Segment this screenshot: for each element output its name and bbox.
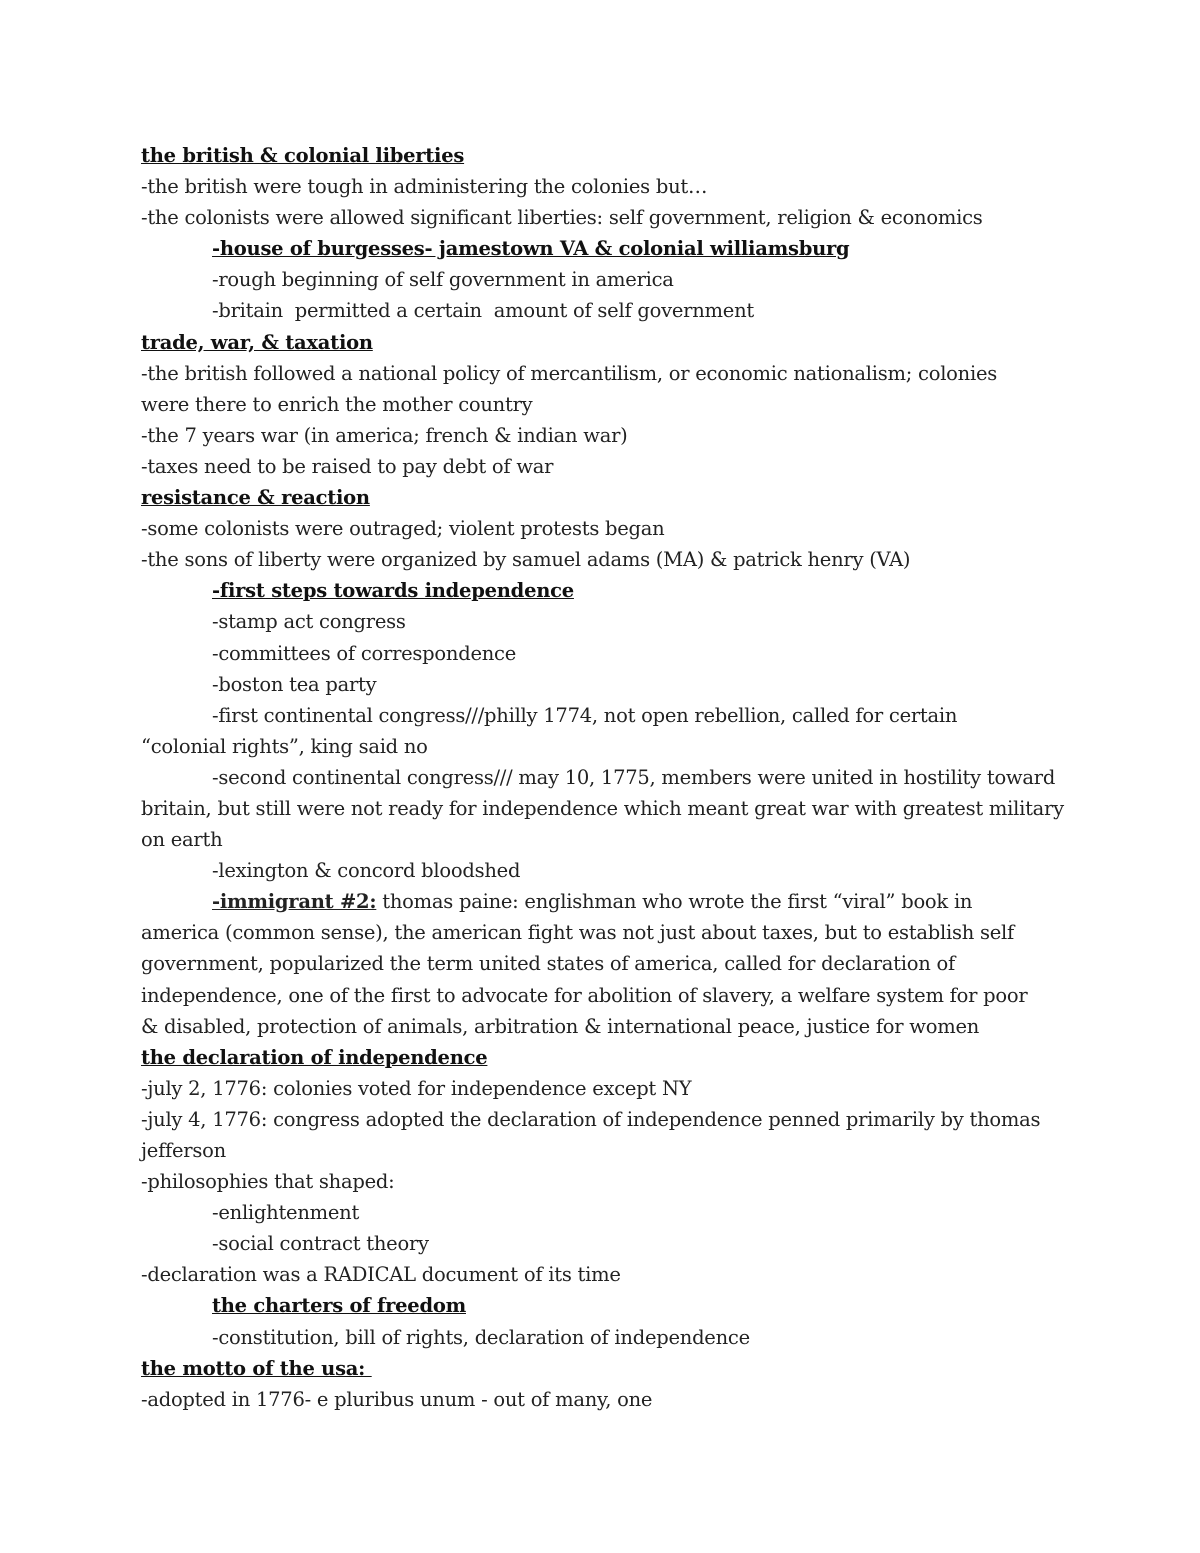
note-line: -constitution, bill of rights, declaration of independence [212,1325,750,1349]
section-heading-resistance-reaction: resistance & reaction [141,486,370,510]
note-line: -britain permitted a certain amount of self government [212,299,754,323]
note-line: -taxes need to be raised to pay debt of war [141,454,554,478]
subheading-first-steps-towards-independence: -first steps towards independence [212,579,574,603]
immigrant-text: thomas paine: englishman who wrote the first “viral” book in america (common sense), the american fight was not just about taxes, but to establish self government, popularized the term united states of america, called for declaration of independence, one of the first to advocate for abolition of slavery, a welfare system for poor & disabled, protection of animals, arbitration & international peace, justice for women [141,890,1028,1038]
subheading-house-of-burgesses: -house of burgesses- jamestown VA & colonial williamsburg [212,237,850,261]
note-line: -the sons of liberty were organized by samuel adams (MA) & patrick henry (VA) [141,548,911,572]
note-paragraph: -first continental congress///philly 1774, not open rebellion, called for certain “colonial rights”, king said no [141,703,958,758]
note-paragraph: -the british followed a national policy of mercantilism, or economic nationalism; colonies were there to enrich the mother country [141,361,998,416]
note-line: -the 7 years war (in america; french & indian war) [141,423,628,447]
subheading-charters-of-freedom: the charters of freedom [212,1294,466,1318]
note-line: -july 2, 1776: colonies voted for independence except NY [141,1076,692,1100]
note-line: -enlightenment [212,1201,360,1225]
note-line: -the colonists were allowed significant liberties: self government, religion & economics [141,206,983,230]
note-line: -boston tea party [212,672,377,696]
immigrant-label: -immigrant #2: [212,890,377,914]
note-line: -lexington & concord bloodshed [212,859,521,883]
note-paragraph: -july 4, 1776: congress adopted the declaration of independence penned primarily by thomas jefferson [141,1107,1041,1162]
note-paragraph-immigrant [141,886,1046,1041]
note-line: -stamp act congress [212,610,406,634]
note-line: -committees of correspondence [212,641,517,665]
note-line: -social contract theory [212,1232,429,1256]
note-line: -some colonists were outraged; violent protests began [141,517,665,541]
note-paragraph: -second continental congress/// may 10, 1775, members were united in hostility toward britain, but still were not ready for independence which meant great war with greatest military on earth [141,765,1064,852]
section-heading-trade-war-taxation: trade, war, & taxation [141,330,373,354]
note-line: -declaration was a RADICAL document of its time [141,1263,621,1287]
note-line: -rough beginning of self government in america [212,268,674,292]
note-line: -philosophies that shaped: [141,1170,395,1194]
note-line: -adopted in 1776- e pluribus unum - out of many, one [141,1387,653,1411]
section-heading-motto-of-the-usa: the motto of the usa: [141,1356,372,1380]
section-heading-british-colonial-liberties: the british & colonial liberties [141,144,465,167]
note-line: -the british were tough in administering the colonies but… [141,175,708,199]
document-page [141,140,1071,1415]
section-heading-declaration-of-independence: the declaration of independence [141,1045,488,1069]
